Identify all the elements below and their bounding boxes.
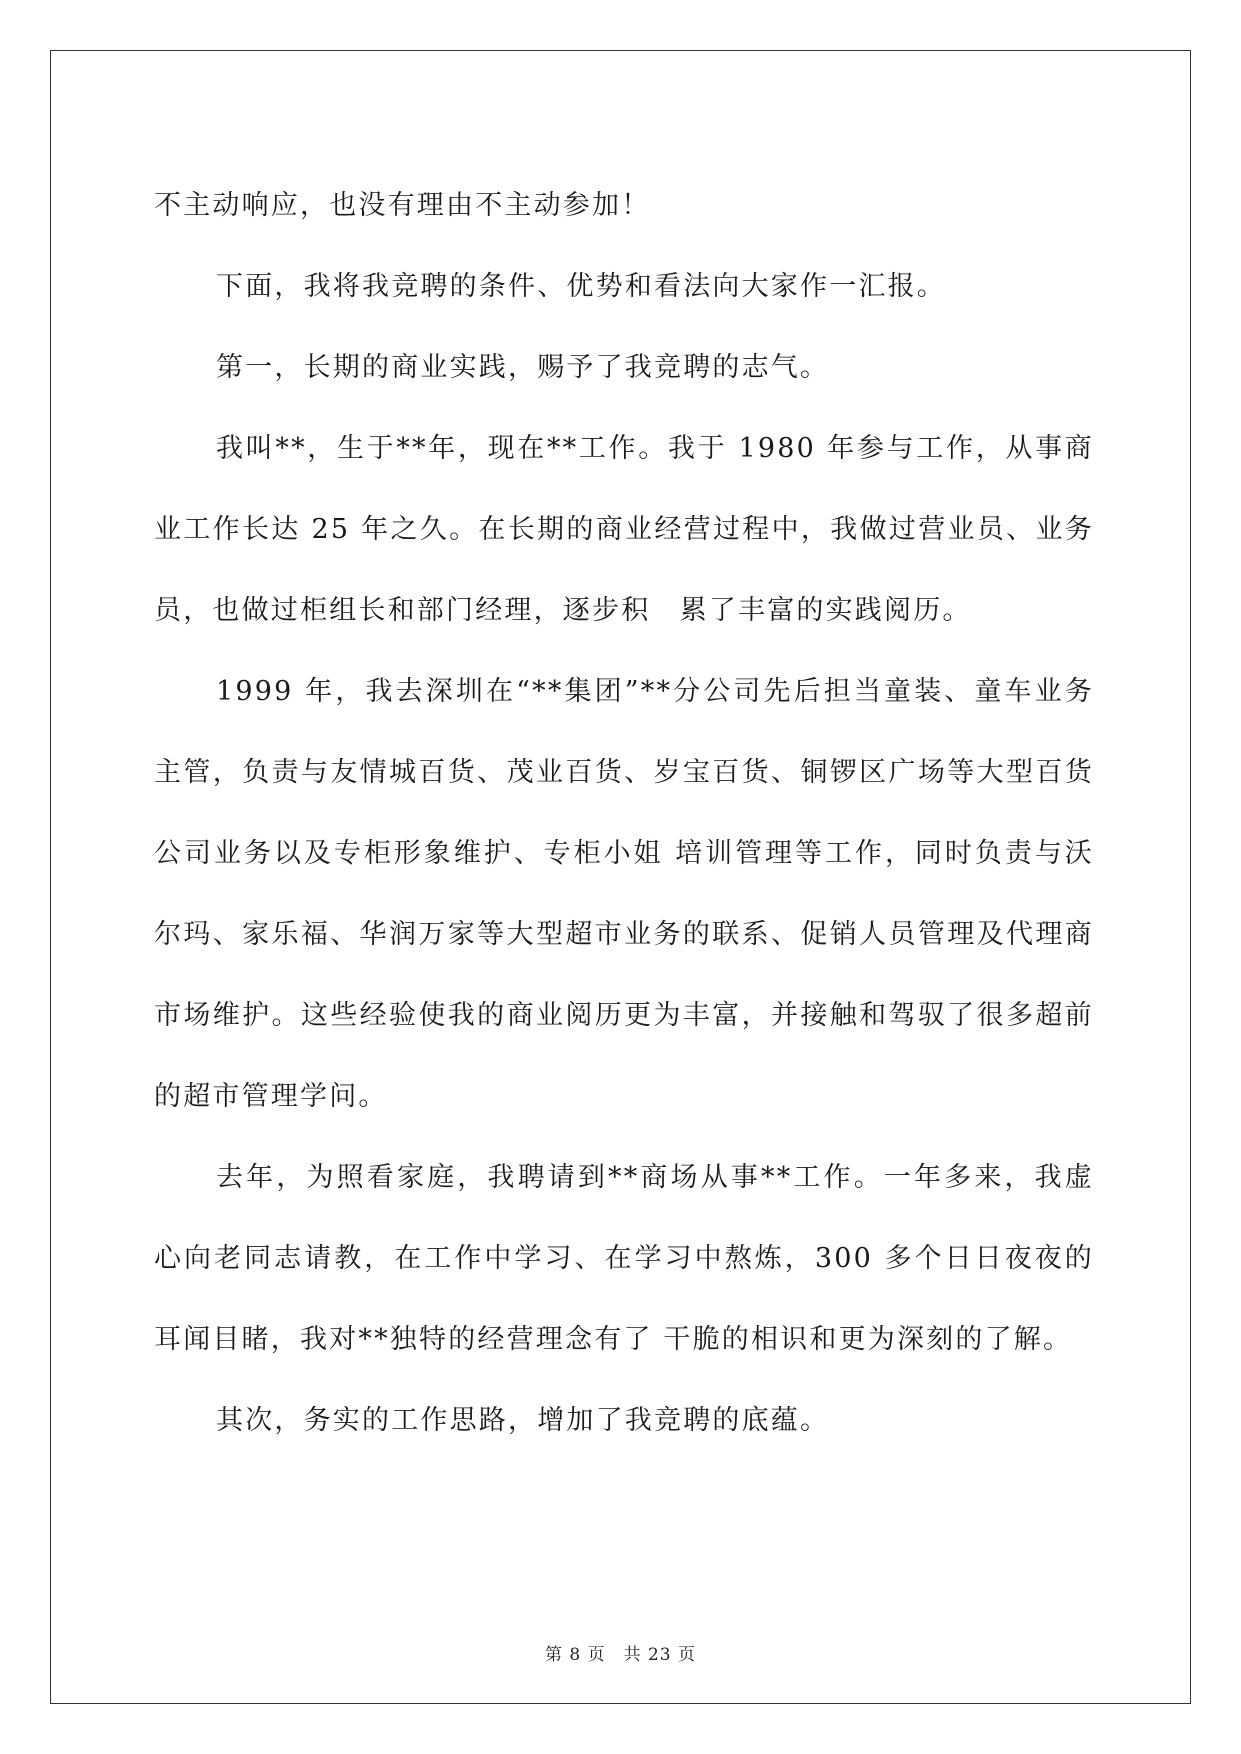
page-number: 第 8 页 [544, 1645, 606, 1665]
paragraph-1: 不主动响应，也没有理由不主动参加！ [154, 190, 651, 221]
paragraph-7: 其次，务实的工作思路，增加了我竞聘的底蕴。 [216, 1405, 830, 1436]
paragraph-5: 1999 年，我去深圳在“**集团”**分公司先后担当童装、童车业务主管，负责与友情城百货、茂业百货、岁宝百货、铜锣区广场等大型百货公司业务以及专柜形象维护、专柜小姐 培训管理等工作，同时负责与沃尔玛、家乐福、华润万家等大型超市业务的联系、促销人员管理及代理商市场维护。这些经验使我的商业阅历更为丰富，并接触和驾驭了很多超前 的超市管理学问。 [154, 676, 1094, 1112]
paragraph-3: 第一，长期的商业实践，赐予了我竞聘的志气。 [216, 352, 830, 383]
paragraph-6: 去年，为照看家庭，我聘请到**商场从事**工作。一年多来，我虚心向老同志请教，在工作中学习、在学习中熬炼，300 多个日日夜夜的耳闻目睹，我对**独特的经营理念有了 干脆的相识和更为深刻的了解。 [154, 1162, 1094, 1355]
page-total: 共 23 页 [623, 1645, 697, 1665]
document-body [154, 165, 1094, 1461]
paragraph-2: 下面，我将我竞聘的条件、优势和看法向大家作一汇报。 [216, 271, 946, 302]
paragraph-4: 我叫**，生于**年，现在**工作。我于 1980 年参与工作，从事商业工作长达 25 年之久。在长期的商业经营过程中，我做过营业员、业务员，也做过柜组长和部门经理，逐步积 累了丰富的实践阅历。 [154, 433, 1094, 626]
page-footer [0, 1640, 1241, 1665]
